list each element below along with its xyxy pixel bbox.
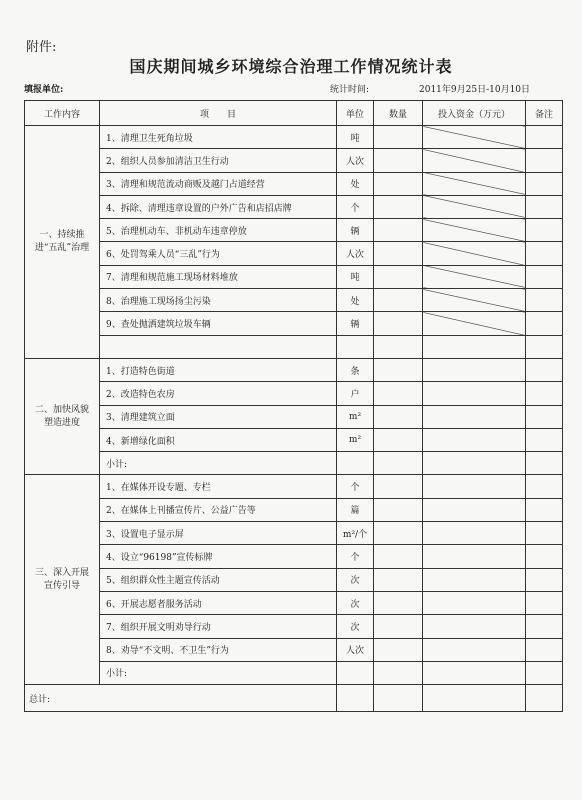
notes-cell[interactable] <box>526 126 563 149</box>
notes-cell[interactable] <box>526 545 563 568</box>
item-cell: 7、清理和规范施工现场材料堆放 <box>100 265 337 288</box>
stats-time-label: 统计时间: <box>330 85 370 95</box>
unit-cell: m² <box>337 428 374 451</box>
quantity-cell[interactable] <box>374 568 423 591</box>
notes-cell[interactable] <box>526 242 563 265</box>
quantity-cell[interactable] <box>374 452 423 475</box>
unit-cell: 人次 <box>337 242 374 265</box>
notes-cell[interactable] <box>526 638 563 661</box>
table-row <box>25 358 563 381</box>
quantity-cell[interactable] <box>374 195 423 218</box>
item-cell: 3、设置电子显示屏 <box>100 522 337 545</box>
notes-cell[interactable] <box>526 219 563 242</box>
notes-cell[interactable] <box>526 195 563 218</box>
unit-cell: 处 <box>337 172 374 195</box>
funds-cell[interactable] <box>423 568 526 591</box>
item-cell: 4、设立“96198”宣传标牌 <box>100 545 337 568</box>
notes-cell[interactable] <box>526 522 563 545</box>
table-row <box>25 615 563 638</box>
item-cell: 2、改造特色农房 <box>100 382 337 405</box>
funds-cell[interactable] <box>423 475 526 498</box>
category-cell: 三、深入开展宣传引导 <box>25 475 100 685</box>
quantity-cell[interactable] <box>374 358 423 381</box>
table-row <box>25 475 563 498</box>
notes-cell[interactable] <box>526 405 563 428</box>
unit-cell <box>337 452 374 475</box>
item-cell: 1、打造特色街道 <box>100 358 337 381</box>
funds-cell[interactable] <box>423 195 526 218</box>
item-cell: 7、组织开展文明劝导行动 <box>100 615 337 638</box>
quantity-cell[interactable] <box>374 498 423 521</box>
unit-cell: 个 <box>337 475 374 498</box>
subtotal-label: 小计: <box>100 661 337 684</box>
funds-cell[interactable] <box>423 358 526 381</box>
item-cell: 3、清理和规范流动商贩及越门占道经营 <box>100 172 337 195</box>
header-item: 项 目 <box>100 101 337 126</box>
funds-cell[interactable] <box>423 405 526 428</box>
quantity-cell[interactable] <box>374 685 423 712</box>
notes-cell[interactable] <box>526 265 563 288</box>
funds-cell[interactable] <box>423 312 526 335</box>
table-row <box>25 545 563 568</box>
notes-cell[interactable] <box>526 358 563 381</box>
notes-cell[interactable] <box>526 498 563 521</box>
subtotal-row <box>25 335 563 358</box>
table-row <box>25 405 563 428</box>
notes-cell[interactable] <box>526 149 563 172</box>
unit-cell: 吨 <box>337 126 374 149</box>
quantity-cell[interactable] <box>374 242 423 265</box>
table-row <box>25 638 563 661</box>
funds-cell[interactable] <box>423 522 526 545</box>
quantity-cell[interactable] <box>374 522 423 545</box>
header-category: 工作内容 <box>25 101 100 126</box>
category-cell: 二、加快风貌塑造进度 <box>25 358 100 474</box>
quantity-cell[interactable] <box>374 126 423 149</box>
funds-cell[interactable] <box>423 685 526 712</box>
unit-cell: 次 <box>337 591 374 614</box>
page-title: 国庆期间城乡环境综合治理工作情况统计表 <box>129 57 453 76</box>
item-cell: 2、组织人员参加清洁卫生行动 <box>100 149 337 172</box>
quantity-cell[interactable] <box>374 265 423 288</box>
notes-cell[interactable] <box>526 289 563 312</box>
funds-cell[interactable] <box>423 242 526 265</box>
unit-cell <box>337 335 374 358</box>
notes-cell[interactable] <box>526 568 563 591</box>
item-cell: 4、新增绿化面积 <box>100 428 337 451</box>
notes-cell[interactable] <box>526 475 563 498</box>
notes-cell[interactable] <box>526 312 563 335</box>
quantity-cell[interactable] <box>374 289 423 312</box>
quantity-cell[interactable] <box>374 382 423 405</box>
notes-cell[interactable] <box>526 685 563 712</box>
quantity-cell[interactable] <box>374 312 423 335</box>
table-row <box>25 428 563 451</box>
notes-cell[interactable] <box>526 428 563 451</box>
table-row <box>25 382 563 405</box>
funds-cell[interactable] <box>423 591 526 614</box>
unit-cell: 处 <box>337 289 374 312</box>
funds-cell[interactable] <box>423 126 526 149</box>
attachment-label: 附件: <box>26 40 57 55</box>
table-row <box>25 498 563 521</box>
reporting-unit-label: 填报单位: <box>24 85 64 95</box>
item-cell: 5、治理机动车、非机动车违章停放 <box>100 219 337 242</box>
quantity-cell[interactable] <box>374 335 423 358</box>
quantity-cell[interactable] <box>374 661 423 684</box>
item-cell: 1、清理卫生死角垃圾 <box>100 126 337 149</box>
unit-cell: 辆 <box>337 312 374 335</box>
table-row <box>25 265 563 288</box>
total-label: 总计: <box>25 685 337 712</box>
notes-cell[interactable] <box>526 615 563 638</box>
unit-cell: 人次 <box>337 149 374 172</box>
quantity-cell[interactable] <box>374 591 423 614</box>
unit-cell: 个 <box>337 195 374 218</box>
header-quantity: 数量 <box>374 101 423 126</box>
unit-cell: 人次 <box>337 638 374 661</box>
table-row <box>25 219 563 242</box>
header-funds: 投入资金（万元） <box>423 101 526 126</box>
funds-cell[interactable] <box>423 615 526 638</box>
item-cell: 8、劝导“不文明、不卫生”行为 <box>100 638 337 661</box>
funds-cell[interactable] <box>423 149 526 172</box>
table-row <box>25 522 563 545</box>
item-cell: 8、治理施工现场扬尘污染 <box>100 289 337 312</box>
quantity-cell[interactable] <box>374 149 423 172</box>
item-cell: 1、在媒体开设专题、专栏 <box>100 475 337 498</box>
table-row <box>25 172 563 195</box>
funds-cell[interactable] <box>423 545 526 568</box>
unit-cell <box>337 685 374 712</box>
funds-cell[interactable] <box>423 172 526 195</box>
unit-cell: 次 <box>337 568 374 591</box>
table-row <box>25 126 563 149</box>
unit-cell: 次 <box>337 615 374 638</box>
funds-cell[interactable] <box>423 638 526 661</box>
table-row <box>25 242 563 265</box>
quantity-cell[interactable] <box>374 475 423 498</box>
notes-cell[interactable] <box>526 382 563 405</box>
header-notes: 备注 <box>526 101 563 126</box>
subtotal-row <box>25 661 563 684</box>
quantity-cell[interactable] <box>374 545 423 568</box>
notes-cell[interactable] <box>526 591 563 614</box>
funds-cell[interactable] <box>423 428 526 451</box>
item-cell: 5、组织群众性主题宣传活动 <box>100 568 337 591</box>
funds-cell[interactable] <box>423 289 526 312</box>
funds-cell[interactable] <box>423 452 526 475</box>
unit-cell: m² <box>337 405 374 428</box>
unit-cell: 辆 <box>337 219 374 242</box>
item-cell: 6、处罚驾乘人员“三乱”行为 <box>100 242 337 265</box>
funds-cell[interactable] <box>423 265 526 288</box>
item-cell: 4、拆除、清理违章设置的户外广告和店招店牌 <box>100 195 337 218</box>
unit-cell: m²/个 <box>337 522 374 545</box>
subtotal-label <box>100 335 337 358</box>
unit-cell: 吨 <box>337 265 374 288</box>
quantity-cell[interactable] <box>374 405 423 428</box>
subtotal-label: 小计: <box>100 452 337 475</box>
category-cell: 一、持续推进“五乱”治理 <box>25 126 100 359</box>
unit-cell: 条 <box>337 358 374 381</box>
statistics-table <box>24 100 563 712</box>
header-unit: 单位 <box>337 101 374 126</box>
quantity-cell[interactable] <box>374 219 423 242</box>
table-row <box>25 289 563 312</box>
table-body <box>25 126 563 712</box>
unit-cell: 户 <box>337 382 374 405</box>
item-cell: 3、清理建筑立面 <box>100 405 337 428</box>
funds-cell[interactable] <box>423 498 526 521</box>
quantity-cell[interactable] <box>374 615 423 638</box>
total-row <box>25 685 563 712</box>
stats-period: 2011年9月25日-10月10日 <box>419 85 531 95</box>
quantity-cell[interactable] <box>374 638 423 661</box>
unit-cell: 篇 <box>337 498 374 521</box>
table-row <box>25 195 563 218</box>
funds-cell[interactable] <box>423 661 526 684</box>
item-cell: 9、查处抛洒建筑垃圾车辆 <box>100 312 337 335</box>
unit-cell <box>337 661 374 684</box>
notes-cell[interactable] <box>526 335 563 358</box>
unit-cell: 个 <box>337 545 374 568</box>
table-row <box>25 591 563 614</box>
notes-cell[interactable] <box>526 172 563 195</box>
subtotal-row <box>25 452 563 475</box>
notes-cell[interactable] <box>526 452 563 475</box>
funds-cell[interactable] <box>423 335 526 358</box>
table-row <box>25 149 563 172</box>
table-row <box>25 312 563 335</box>
funds-cell[interactable] <box>423 219 526 242</box>
item-cell: 2、在媒体上刊播宣传片、公益广告等 <box>100 498 337 521</box>
item-cell: 6、开展志愿者服务活动 <box>100 591 337 614</box>
quantity-cell[interactable] <box>374 172 423 195</box>
table-row <box>25 568 563 591</box>
notes-cell[interactable] <box>526 661 563 684</box>
funds-cell[interactable] <box>423 382 526 405</box>
quantity-cell[interactable] <box>374 428 423 451</box>
table-header-row <box>25 101 563 126</box>
